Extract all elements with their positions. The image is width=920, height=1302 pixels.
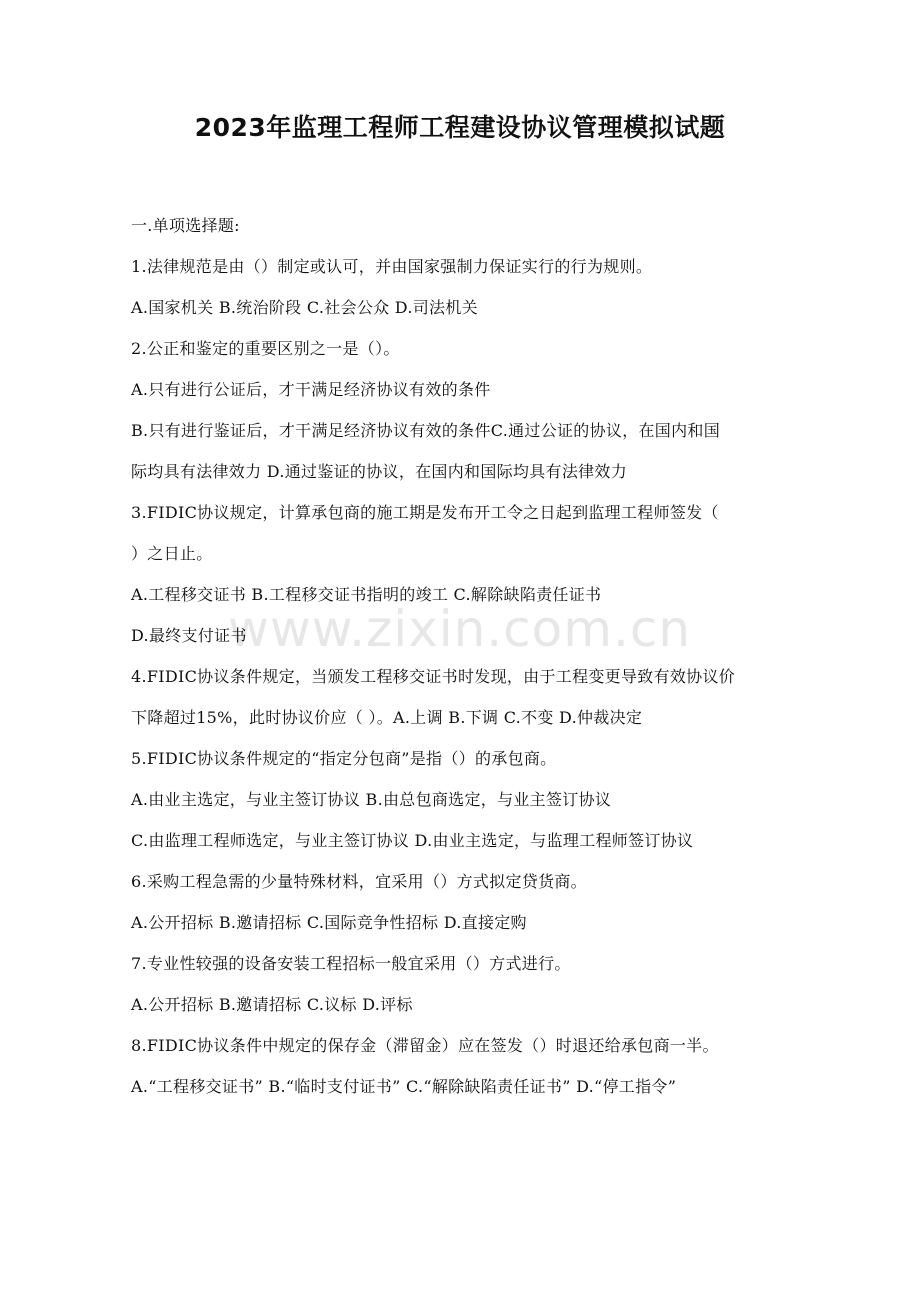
- document-title: 2023年监理工程师工程建设协议管理模拟试题: [194, 113, 726, 142]
- question-5: 5.FIDIC协议条件规定的“指定分包商”是指（）的承包商。: [131, 749, 557, 768]
- watermark: www.zixin.com.cn: [228, 600, 692, 658]
- question-5-options-ab: A.由业主选定，与业主签订协议 B.由总包商选定，与业主签订协议: [131, 790, 612, 809]
- question-8-options: A.“工程移交证书” B.“临时支付证书” C.“解除缺陷责任证书” D.“停工指令”: [131, 1077, 677, 1096]
- question-3: 3.FIDIC协议规定，计算承包商的施工期是发布开工令之日起到监理工程师签发（: [131, 503, 719, 522]
- question-6: 6.采购工程急需的少量特殊材料，宜采用（）方式拟定贷货商。: [131, 872, 587, 891]
- question-3-cont: ）之日止。: [131, 544, 213, 563]
- question-2: 2.公正和鉴定的重要区别之一是（）。: [131, 339, 400, 358]
- question-8: 8.FIDIC协议条件中规定的保存金（滞留金）应在签发（）时退还给承包商一半。: [131, 1036, 719, 1055]
- question-2-option-a: A.只有进行公证后，才干满足经济协议有效的条件: [131, 380, 491, 399]
- question-7: 7.专业性较强的设备安装工程招标一般宜采用（）方式进行。: [131, 954, 571, 973]
- question-4-cont: 下降超过15%，此时协议价应（ ）。A.上调 B.下调 C.不变 D.仲裁决定: [131, 708, 643, 727]
- question-3-option-d: D.最终支付证书: [131, 626, 247, 645]
- document-body: [131, 205, 811, 1107]
- question-6-options: A.公开招标 B.邀请招标 C.国际竞争性招标 D.直接定购: [131, 913, 527, 932]
- question-1: 1.法律规范是由（）制定或认可，并由国家强制力保证实行的行为规则。: [131, 257, 653, 276]
- question-4: 4.FIDIC协议条件规定，当颁发工程移交证书时发现，由于工程变更导致有效协议价: [131, 667, 736, 686]
- question-3-options: A.工程移交证书 B.工程移交证书指明的竣工 C.解除缺陷责任证书: [131, 585, 602, 604]
- question-2-option-b-c: B.只有进行鉴证后，才干满足经济协议有效的条件C.通过公证的协议，在国内和国: [131, 421, 721, 440]
- question-1-options: A.国家机关 B.统治阶段 C.社会公众 D.司法机关: [131, 298, 478, 317]
- question-5-options-cd: C.由监理工程师选定，与业主签订协议 D.由业主选定，与监理工程师签订协议: [131, 831, 694, 850]
- section-heading: 一.单项选择题:: [131, 216, 240, 235]
- question-2-option-c-d: 际均具有法律效力 D.通过鉴证的协议，在国内和国际均具有法律效力: [131, 462, 628, 481]
- question-7-options: A.公开招标 B.邀请招标 C.议标 D.评标: [131, 995, 413, 1014]
